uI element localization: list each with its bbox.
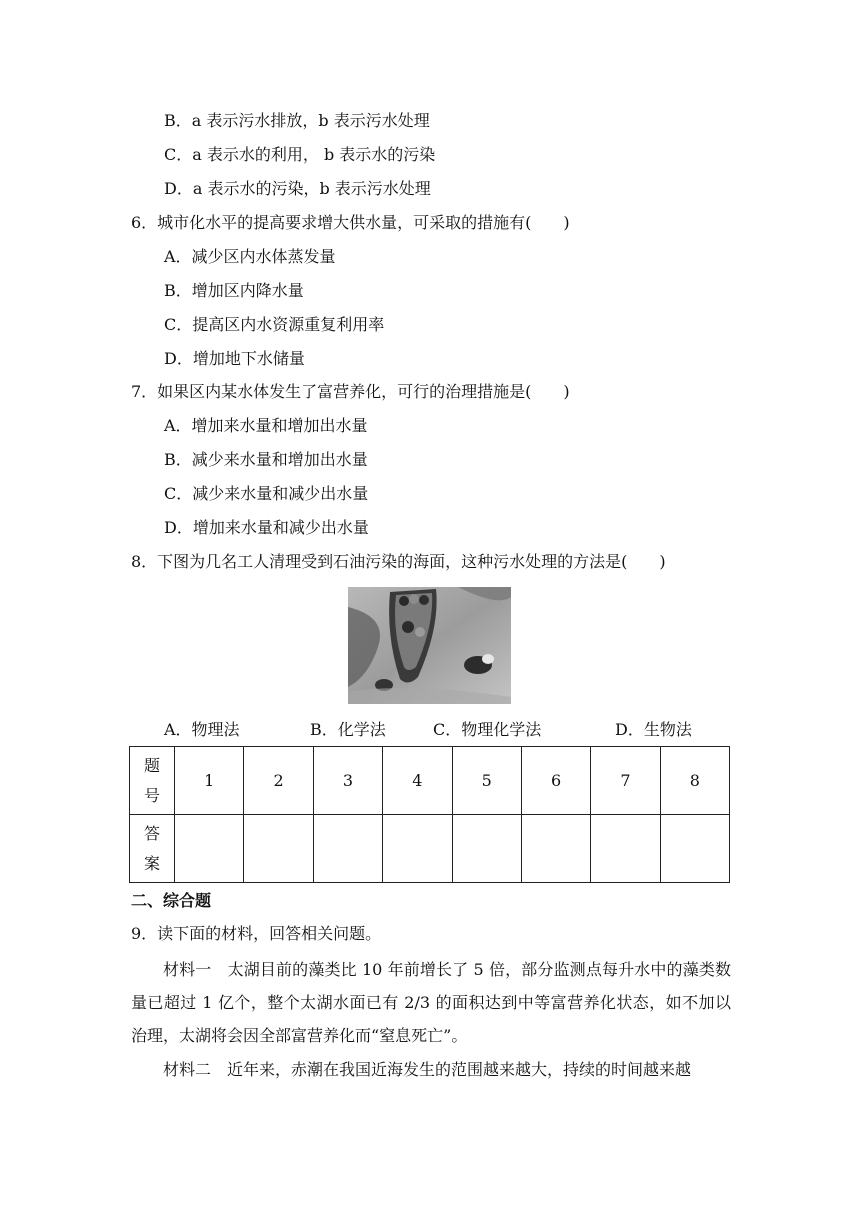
question-number: 6 — [521, 747, 590, 815]
q8-option-b: B．化学法 — [310, 720, 386, 739]
answer-cell[interactable] — [383, 815, 452, 883]
q8-option-c: C．物理化学法 — [433, 720, 542, 739]
q6-option-b: B．增加区内降水量 — [164, 281, 304, 300]
oil-cleanup-photo — [348, 587, 511, 704]
answer-row-header: 答 案 — [130, 815, 175, 883]
question-number: 7 — [591, 747, 660, 815]
answer-cell[interactable] — [660, 815, 729, 883]
q6-option-d: D．增加地下水储量 — [164, 349, 305, 368]
q8-option-d: D．生物法 — [615, 720, 692, 739]
q7-stem: 7．如果区内某水体发生了富营养化，可行的治理措施是( ) — [131, 382, 570, 401]
number-row-header: 题 号 — [130, 747, 175, 815]
section-title: 二、综合题 — [131, 891, 212, 910]
q7-option-c: C．减少来水量和减少出水量 — [164, 484, 369, 503]
answer-cell[interactable] — [313, 815, 382, 883]
q7-option-b: B．减少来水量和增加出水量 — [164, 450, 368, 469]
material-one: 材料一 太湖目前的藻类比 10 年前增长了 5 倍，部分监测点每升水中的藻类数量已超过 1 亿个，整个太湖水面已有 2/3 的面积达到中等富营养化状态，如不加以治理，太湖将会因全部富营养化而“窒息死亡”。 — [131, 960, 731, 1045]
answer-cell[interactable] — [244, 815, 313, 883]
question-number: 1 — [175, 747, 244, 815]
answer-row — [130, 815, 730, 883]
answer-cell[interactable] — [175, 815, 244, 883]
material-two: 材料二 近年来，赤潮在我国近海发生的范围越来越大，持续的时间越来越 — [163, 1060, 692, 1079]
q7-option-d: D．增加来水量和减少出水量 — [164, 518, 369, 537]
question-number: 2 — [244, 747, 313, 815]
q9-stem: 9．读下面的材料，回答相关问题。 — [131, 924, 382, 943]
q5-option-c: C．a 表示水的利用， b 表示水的污染 — [164, 145, 436, 164]
q6-stem: 6．城市化水平的提高要求增大供水量，可采取的措施有( ) — [131, 213, 570, 232]
q8-stem: 8．下图为几名工人清理受到石油污染的海面，这种污水处理的方法是( ) — [131, 552, 666, 571]
question-number: 4 — [383, 747, 452, 815]
q8-option-a: A．物理法 — [164, 720, 240, 739]
q7-option-a: A．增加来水量和增加出水量 — [164, 416, 368, 435]
question-number: 8 — [660, 747, 729, 815]
q5-option-b: B．a 表示污水排放，b 表示污水处理 — [164, 111, 430, 130]
q5-option-d: D．a 表示水的污染，b 表示污水处理 — [164, 179, 431, 198]
answer-cell[interactable] — [591, 815, 660, 883]
question-number: 3 — [313, 747, 382, 815]
q6-option-a: A．减少区内水体蒸发量 — [164, 247, 336, 266]
answer-table — [129, 746, 730, 883]
number-row — [130, 747, 730, 815]
answer-cell[interactable] — [452, 815, 521, 883]
q6-option-c: C．提高区内水资源重复利用率 — [164, 315, 385, 334]
answer-cell[interactable] — [521, 815, 590, 883]
question-number: 5 — [452, 747, 521, 815]
